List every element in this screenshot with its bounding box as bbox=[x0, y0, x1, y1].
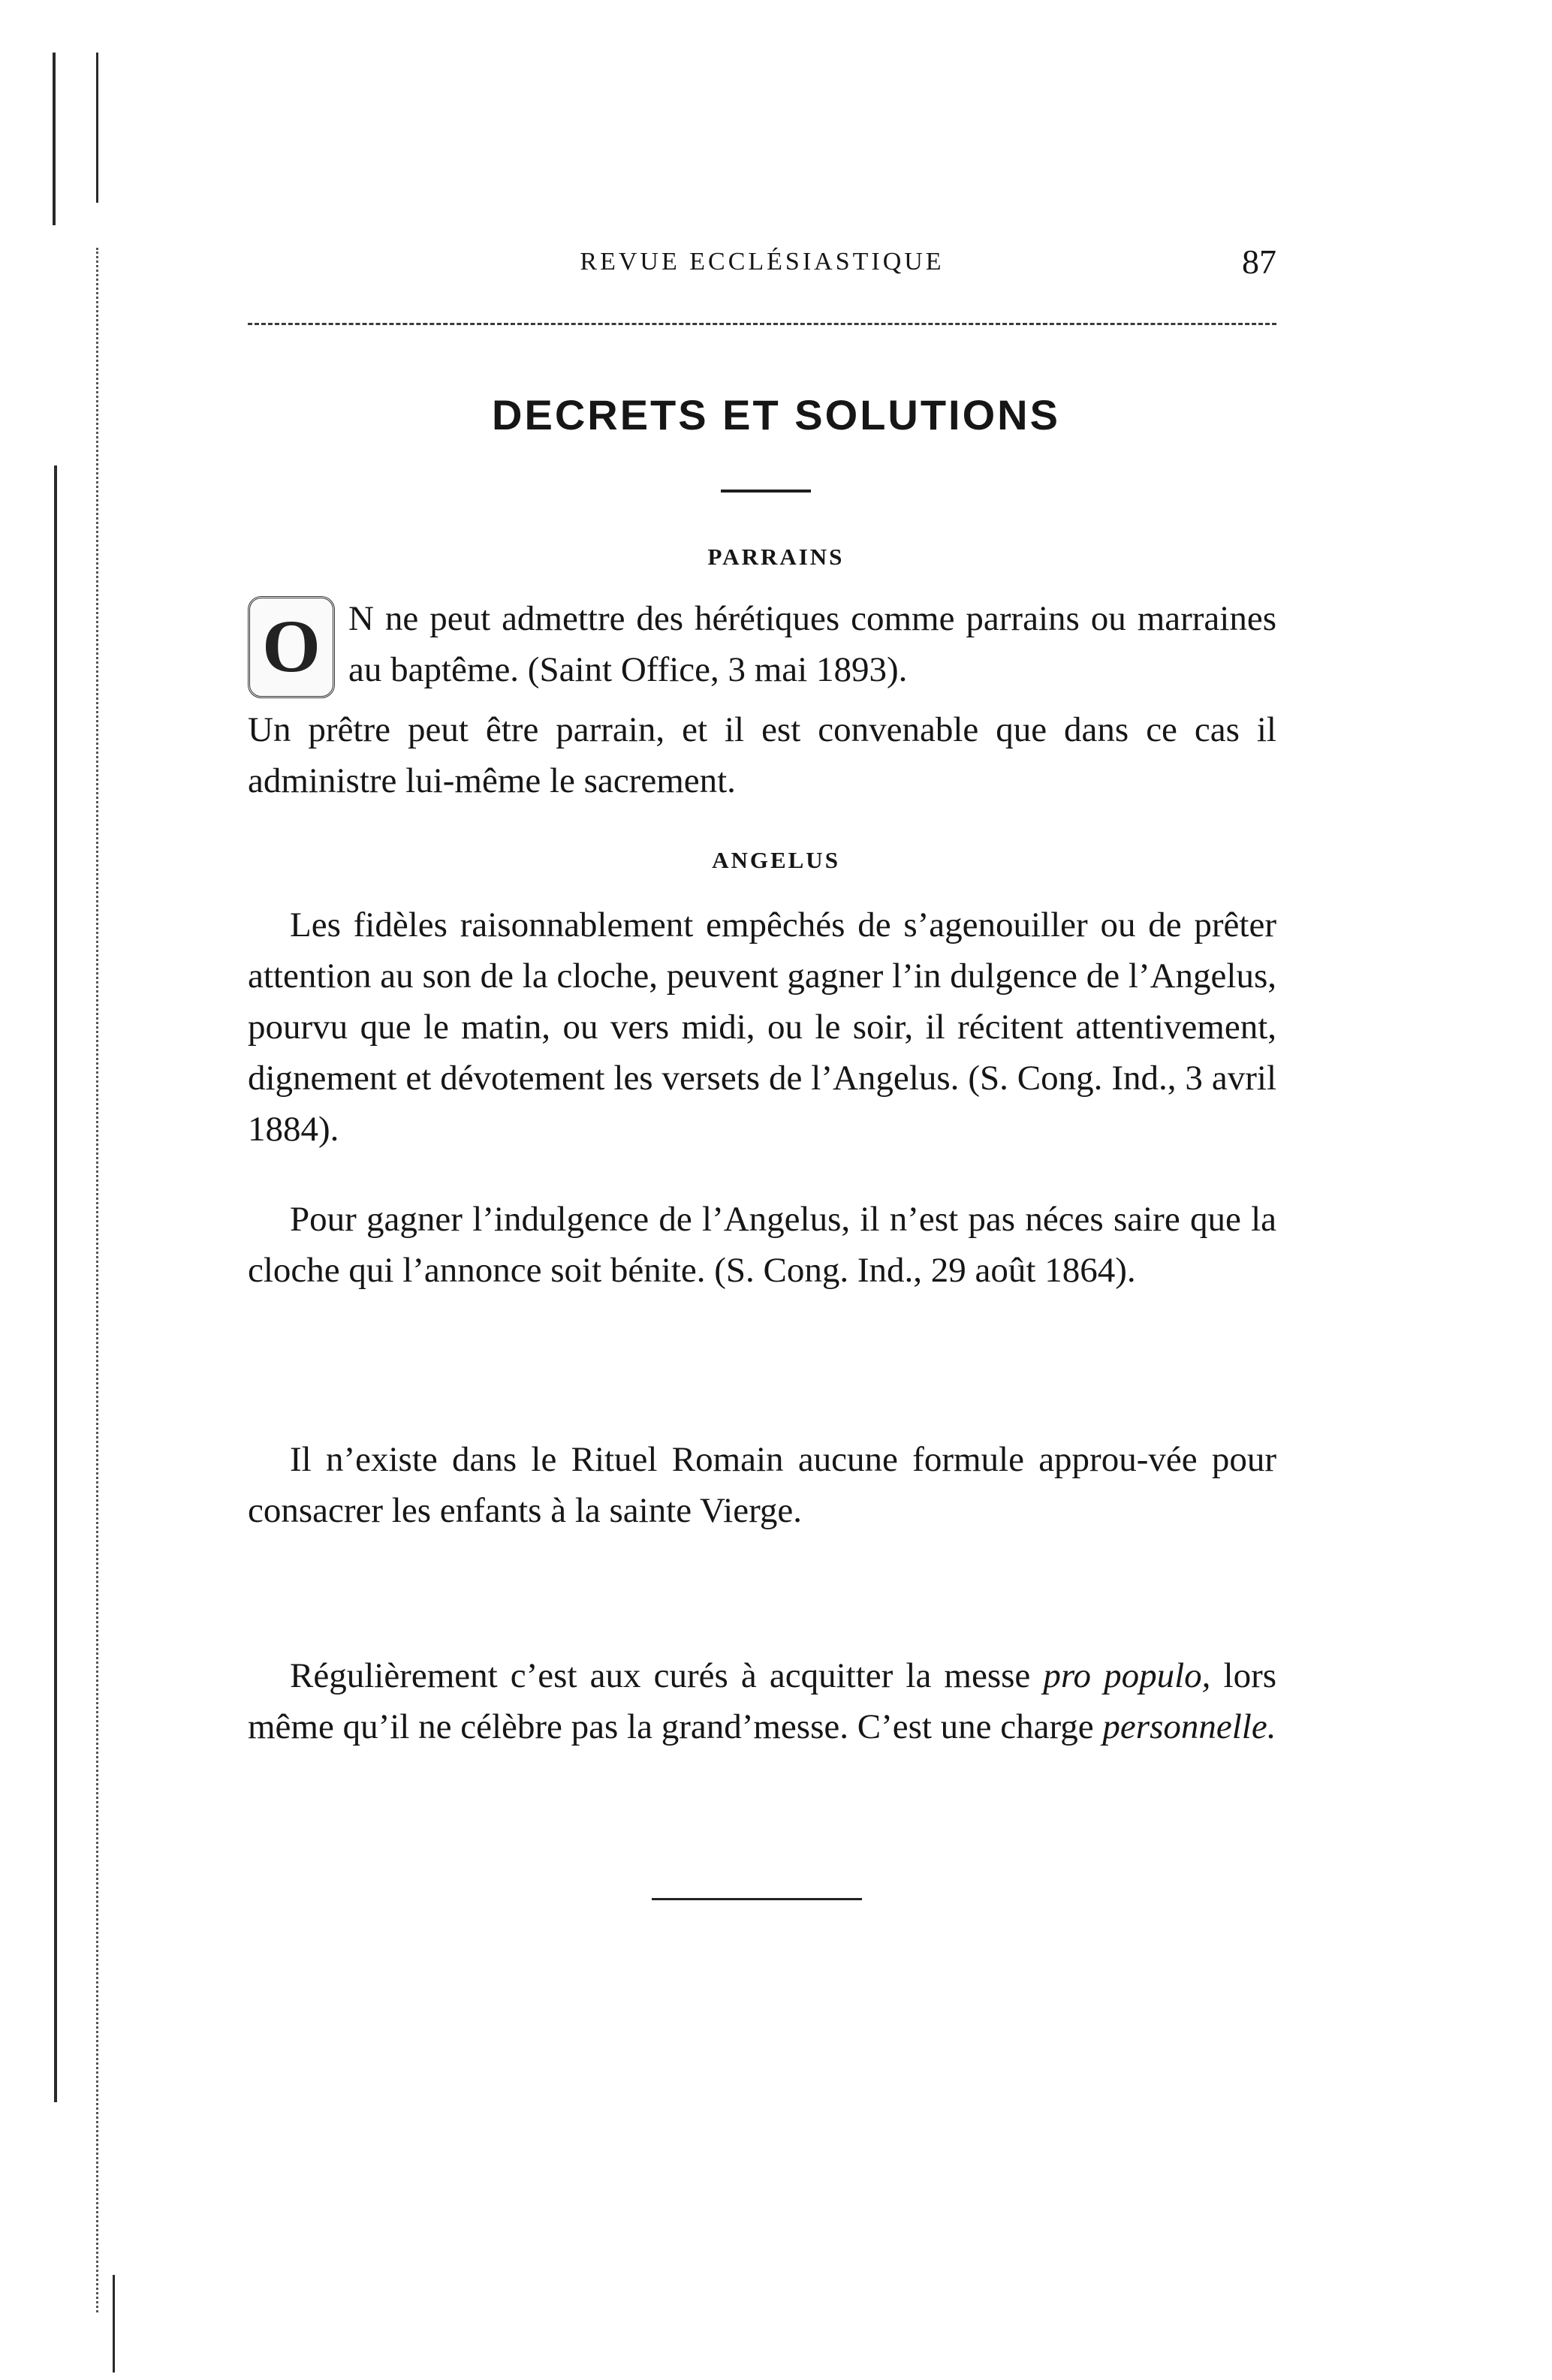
end-rule bbox=[652, 1898, 862, 1900]
italic-pro-populo: pro populo, bbox=[1043, 1656, 1211, 1695]
ornamental-initial: O bbox=[248, 596, 335, 698]
binding-edge-line bbox=[53, 53, 56, 225]
italic-personnelle: personnelle. bbox=[1102, 1707, 1276, 1746]
running-head bbox=[248, 242, 1276, 287]
text-segment: Régulièrement c’est aux curés à acquitter la messe bbox=[290, 1656, 1044, 1695]
paragraph-messe-pro-populo bbox=[248, 1650, 1276, 1752]
page-number: 87 bbox=[1242, 243, 1276, 281]
binding-edge-line bbox=[113, 2275, 115, 2372]
subhead-parrains: PARRAINS bbox=[707, 544, 845, 570]
paragraph-parrains-2: Un prêtre peut être parrain, et il est convenable que dans ce cas il administre lui-même le sacrement. bbox=[248, 710, 1276, 800]
binding-edge-line bbox=[96, 53, 98, 203]
text-segment: lors même qu’il ne célèbre pas la grand’messe. C’est une charge bbox=[248, 1656, 1277, 1746]
subhead-angelus: ANGELUS bbox=[712, 847, 840, 873]
paragraph-text: N ne peut admettre des hérétiques comme parrains ou marraines au baptême. (Saint Office, 3 mai 1893). bbox=[348, 599, 1276, 689]
paragraph-vierge: Il n’existe dans le Rituel Romain aucune formule approu-vée pour consacrer les enfants à la sainte Vierge. bbox=[248, 1440, 1276, 1530]
section-title: DECRETS ET SOLUTIONS bbox=[492, 391, 1060, 438]
paragraph-angelus-1: Les fidèles raisonnablement empêchés de s’agenouiller ou de prêter attention au son de la cloche, peuvent gagner l’in dulgence de l’Angelus, pourvu que le matin, ou vers midi, ou le soir, il récitent attentivement, dignement et dévotement les versets de l’Angelus. (S. Cong. Ind., 3 avril 1884). bbox=[248, 905, 1276, 1149]
title-rule bbox=[721, 490, 811, 493]
running-title: REVUE ECCLÉSIASTIQUE bbox=[580, 248, 945, 276]
paragraph-parrains-1 bbox=[248, 593, 1276, 698]
paragraph-angelus-2: Pour gagner l’indulgence de l’Angelus, il n’est pas néces saire que la cloche qui l’annonce soit bénite. (S. Cong. Ind., 29 août 1864). bbox=[248, 1200, 1276, 1290]
header-rule bbox=[248, 323, 1276, 325]
binding-edge-line bbox=[54, 465, 57, 2102]
